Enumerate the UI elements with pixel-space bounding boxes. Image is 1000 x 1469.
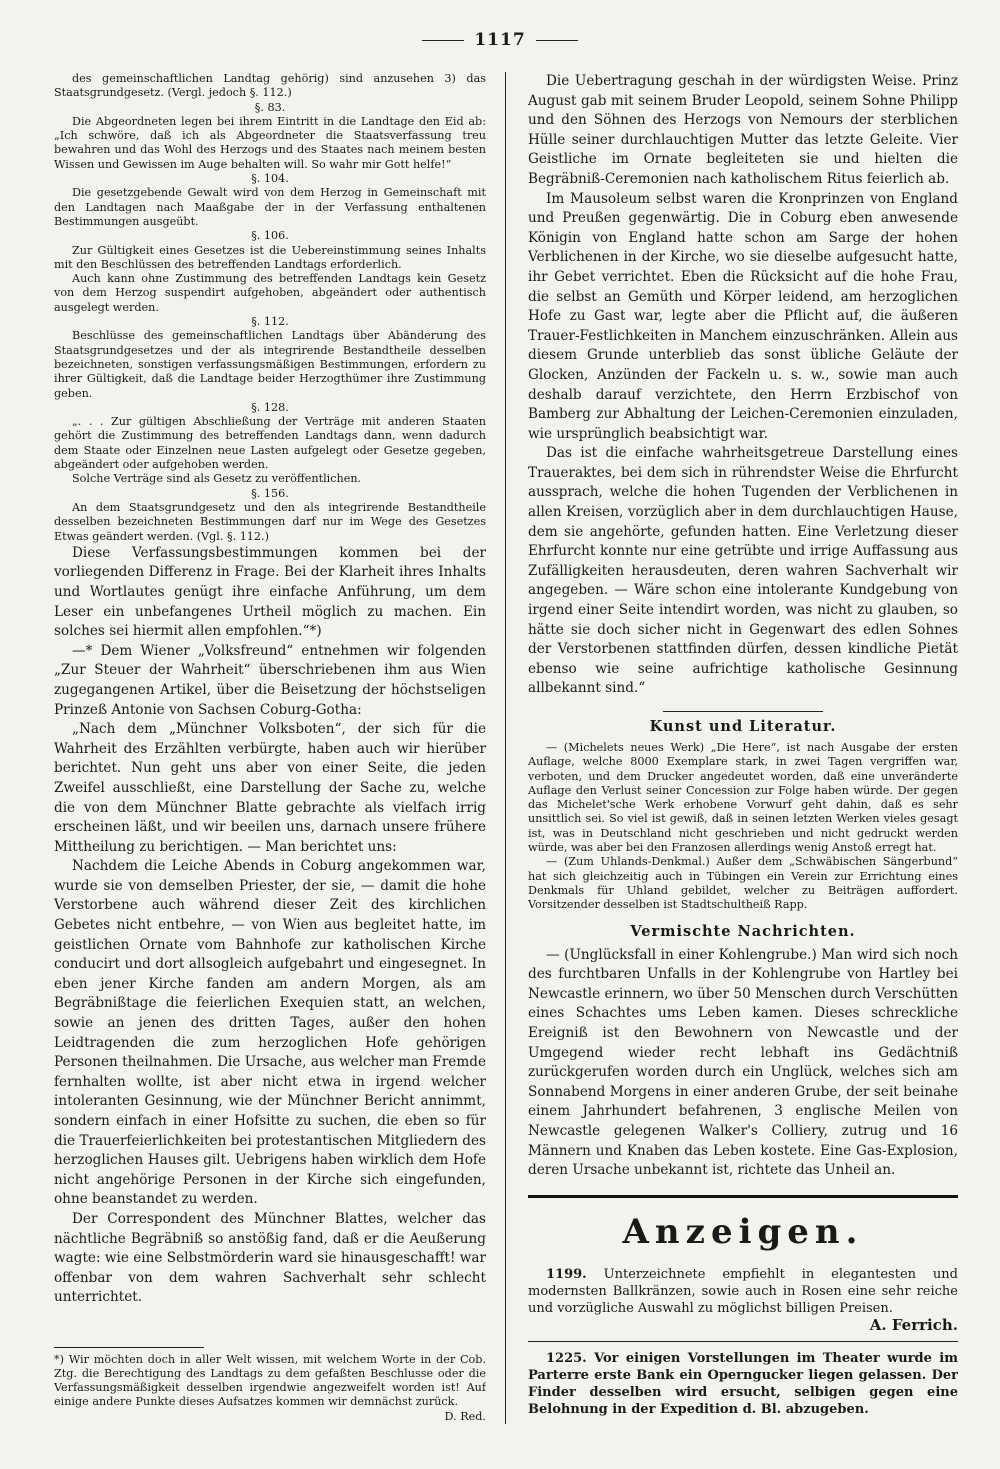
ad-text: Unterzeichnete empfiehlt in elegantesten und modernsten Ballkränzen, sowie auch in Rosen eine sehr reiche und vorzügliche Auswahl zu möglichst billigen Preisen. xyxy=(528,1266,958,1317)
left-column-text xyxy=(54,72,486,1308)
left-column xyxy=(54,72,486,1424)
ad-text: Vor einigen Vorstellungen im Theater wurde im Parterre erste Bank ein Operngucker liegen gelassen. Der Finder desselben wird ersucht, selbigen gegen eine Belohnung in der Expedition d. Bl. abzugeben. xyxy=(528,1350,958,1418)
article-paragraph: Die Uebertragung geschah in der würdigsten Weise. Prinz August gab mit seinem Bruder Leopold, seinem Sohne Philipp und den Söhnen des Herzogs von Nemours der sterblichen Hülle seiner durchlauchtigen Mutter das letzte Geleite. Vier Geistliche im Ornate begleiteten sie und hielten die Begräbniß-Ceremonien nach katholischem Ritus feierlich ab. xyxy=(528,73,958,187)
page-header xyxy=(0,30,1000,50)
law-text: Beschlüsse des gemeinschaftlichen Landtags über Abänderung des Staatsgrundgesetzes und der als integrirende Bestandtheile desselben bezeichneten, sonstigen verfassungsmäßigen Bestimmungen, erfordern zu ihrer Gültigkeit, daß die Landtage beider Herzogthümer ihre Zustimmung geben. xyxy=(54,329,486,400)
section-heading-vermischte: Vermischte Nachrichten. xyxy=(630,922,856,940)
news-item: — (Unglücksfall in einer Kohlengrube.) Man wird sich noch des furchtbaren Unfalls in der Kohlengrube von Hartley bei Newcastle erinnern, wo über 50 Menschen durch Verschütten eines Schachtes ums Leben kamen. Dieses schreckliche Ereigniß ist den Bewohnern von Newcastle und der Umgegend wieder recht lebhaft ins Gedächtniß zurückgerufen worden durch ein Unglück, welches sich am Sonnabend Morgens in einer anderen Grube, der seit beinahe einem Jahrhundert befahrenen, 3 englische Meilen von Newcastle gelegenen Walker's Colliery, zutrug und 16 Männern und Knaben das Leben kostete. Eine Gas-Explosion, deren Ursache unbekannt ist, richtete das Unheil an. xyxy=(528,946,958,1179)
section-number: §. 106. xyxy=(251,229,289,243)
section-number: §. 104. xyxy=(251,172,289,186)
article-paragraph: Diese Verfassungsbestimmungen kommen bei der vorliegenden Differenz in Frage. Bei der Klarheit ihres Inhalts und Wortlautes genügt ihre einfache Anführung, um dem Leser ein unbefangenes Urtheil möglich zu machen. Ein solches sei hiermit allen empfohlen.“*) xyxy=(54,544,486,640)
ad-number: 1199. xyxy=(546,1266,587,1282)
advertisement xyxy=(528,1266,958,1335)
page-number: 1117 xyxy=(474,30,526,50)
ad-signature: A. Ferrich. xyxy=(869,1316,958,1335)
ads-separator-rule xyxy=(528,1195,958,1198)
law-text: Zur Gültigkeit eines Gesetzes ist die Uebereinstimmung seines Inhalts mit den Beschlüssen des betreffenden Landtags erforderlich. xyxy=(54,243,486,271)
section-number: §. 128. xyxy=(251,400,289,414)
law-text: des gemeinschaftlichen Landtag gehörig) sind anzusehen 3) das Staatsgrundgesetz. (Vergl. jedoch §. 112.) xyxy=(54,72,486,100)
law-text: Die gesetzgebende Gewalt wird von dem Herzog in Gemeinschaft mit den Landtagen nach Maaßgabe der in der Verfassung enthaltenen Bestimmungen ausgeübt. xyxy=(54,186,486,228)
article-paragraph: Der Correspondent des Münchner Blattes, welcher das nächtliche Begräbniß so anstößig fand, daß er die Aeußerung wagte: wie eine Selbstmörderin ward sie hinausgeschafft! war offenbar von dem wahren Sachverhalt sehr schlecht unterrichtet. xyxy=(54,1210,486,1306)
news-item: — (Michelets neues Werk) „Die Here“, ist nach Ausgabe der ersten Auflage, welche 8000 Exemplare stark, in zwei Tagen vergriffen war, verboten, und dem Drucker angedeutet worden, daß eine unveränderte Auflage den Verlust seiner Concession zur Folge haben würde. Der gegen das Michelet'sche Werk erhobene Vorwurf geht dahin, daß es sehr unsittlich sei. So viel ist gewiß, daß in seinen letzten Werken vieles gesagt ist, was in Deutschland nicht geschrieben und nicht gedruckt werden würde, was aber bei den Franzosen allerdings wenig Anstoß erregt hat. xyxy=(528,741,958,855)
ad-rule xyxy=(528,1341,958,1342)
footnote-text: *) Wir möchten doch in aller Welt wissen, mit welchem Worte in der Cob. Ztg. die Berechtigung des Landtags zu dem gefaßten Beschlusse oder die Verfassungsmäßigkeit desselben irgendwie angezweifelt worden ist! Auf einige andere Punkte dieses Aufsatzes kommen wir demnächst zurück. xyxy=(54,1352,486,1409)
header-rule-left xyxy=(422,40,464,41)
footnote-rule xyxy=(54,1347,204,1348)
article-paragraph: Im Mausoleum selbst waren die Kronprinzen von England und Preußen gegenwärtig. Die in Coburg eben anwesende Königin von England hatte schon am Sarge der hohen Verblichenen in der Kirche, wo sie dieselbe aufgesucht hatte, ihr Gebet verrichtet. Eben die Rücksicht auf die hohe Frau, die selbst an Gemüth und Körper leidend, am herzoglichen Hofe zu Gast war, legte aber die Pflicht auf, die äußeren Trauer-Festlichkeiten in Manchem einzuschränken. Allein aus diesem Grunde unterblieb das sonst übliche Geläute der Glocken, Anzünden der Fackeln u. s. w., sowie man auch deshalb darauf verzichtete, den Herrn Erzbischof von Bamberg zur Abhaltung der Leichen-Ceremonien einzuladen, wie ursprünglich beabsichtigt war. xyxy=(528,190,958,442)
section-number: §. 112. xyxy=(251,315,289,329)
ads-heading: Anzeigen. xyxy=(622,1211,864,1252)
law-text: Die Abgeordneten legen bei ihrem Eintritt in die Landtage den Eid ab: „Ich schwöre, daß ich als Abgeordneter die Staatsverfassung treu bewahren und das Wohl des Herzogs und des Staates nach meinem besten Wissen und Gewissen im Auge behalten will. So wahr mir Gott helfe!“ xyxy=(54,114,486,171)
section-rule xyxy=(663,711,823,712)
column-divider xyxy=(505,72,506,1424)
section-heading-kunst: Kunst und Literatur. xyxy=(649,718,837,735)
footnote-signature: D. Red. xyxy=(444,1409,486,1423)
right-column xyxy=(528,72,958,1424)
law-text: An dem Staatsgrundgesetz und den als integrirende Bestandtheile desselben bezeichneten Bestimmungen darf nur im Wege des Gesetzes Etwas geändert werden. (Vgl. §. 112.) xyxy=(54,500,486,543)
article-paragraph: Das ist die einfache wahrheitsgetreue Darstellung eines Traueraktes, bei dem sich in rührendster Weise die Ehrfurcht aussprach, welche die hohen Tugenden der Verblichenen in allen Kreisen, vorzüglich aber in dem durchlauchtigen Hause, dem sie angehörte, gefunden hatten. Eine Verletzung dieser Ehrfurcht konnte nur eine getrübte und irrige Auffassung aus Zufälligkeiten herausdeuten, deren wahren Sachverhalt wir angegeben. — Wäre schon eine intolerante Kundgebung von irgend einer Seite intendirt worden, was nicht zu glauben, so hätte sie doch sicher nicht in Gegenwart des edlen Sohnes der Verstorbenen stattfinden dürfen, dessen kindliche Pietät ebenso wie seine aufrichtige katholische Gesinnung allbekannt sind.“ xyxy=(528,445,958,697)
article-paragraph: „Nach dem „Münchner Volksboten“, der sich für die Wahrheit des Erzählten verbürgte, haben auch wir hierüber berichtet. Nun geht uns aber von einer Seite, die jeden Zweifel ausschließt, eine Darstellung der Sache zu, welche die von dem Münchner Blatte gebrachte als vielfach irrig erscheinen läßt, und wir beeilen uns, darnach unsere frühere Mittheilung zu berichtigen. — Man berichtet uns: xyxy=(54,721,486,855)
article-paragraph: —* Dem Wiener „Volksfreund“ entnehmen wir folgenden „Zur Steuer der Wahrheit“ überschriebenen ihm aus Wien zugegangenen Artikel, über die Beisetzung der höchstseligen Prinzeß Antonie von Sachsen Coburg-Gotha: xyxy=(54,642,486,718)
article-paragraph: Nachdem die Leiche Abends in Coburg angekommen war, wurde sie von demselben Priester, der sie, — damit die hohe Verstorbene auch während dieser Zeit des kirchlichen Gebetes nicht entbehre, — von Wien aus begleitet hatte, im geistlichen Ornate vom Bahnhofe zur katholischen Kirche conducirt und dort allsogleich aufgebahrt und eingesegnet. In eben jener Kirche fanden am andern Morgen, als am Begräbnißtage die feierlichen Exequien statt, an welchen, sowie an jenen des dritten Tages, außer den hohen Leidtragenden die zum herzoglichen Hofe gehörigen Personen theilnahmen. Die Ursache, aus welcher man Fremde fernhalten wollte, ist aber nicht etwa in irgend welcher intoleranten Gesinnung, wie der Münchner Bericht annimmt, sondern einfach in einer Hofsitte zu suchen, die eben so für die Trauerfeierlichkeiten bei protestantischen Mitgliedern des herzoglichen Hauses gilt. Uebrigens haben wirklich dem Hofe nicht angehörige Personen in der Kirche sich eingefunden, ohne beanstandet zu werden. xyxy=(54,858,486,1208)
header-rule-right xyxy=(536,40,578,41)
law-text: Auch kann ohne Zustimmung des betreffenden Landtags kein Gesetz von dem Herzog suspendirt aufgehoben, abgeändert oder authentisch ausgelegt werden. xyxy=(54,272,486,314)
law-text: „. . . Zur gültigen Abschließung der Verträge mit anderen Staaten gehört die Zustimmung des betreffenden Landtags dann, wenn dadurch dem Staate oder Einzelnen neue Lasten aufgelegt oder Gesetze gegeben, abgeändert oder aufgehoben werden. xyxy=(54,415,486,472)
footnote xyxy=(54,1339,486,1424)
section-number: §. 83. xyxy=(254,100,286,114)
advertisement xyxy=(528,1350,958,1419)
news-item: — (Zum Uhlands-Denkmal.) Außer dem „Schwäbischen Sängerbund“ hat sich gleichzeitig auch in Tübingen ein Verein zur Errichtung eines Denkmals für Uhland gebildet, welcher zu Beiträgen auffordert. Vorsitzender desselben ist Stadtschultheiß Rapp. xyxy=(528,855,958,912)
section-number: §. 156. xyxy=(251,486,289,500)
ad-number: 1225. xyxy=(546,1350,587,1366)
law-text: Solche Verträge sind als Gesetz zu veröffentlichen. xyxy=(72,472,362,486)
